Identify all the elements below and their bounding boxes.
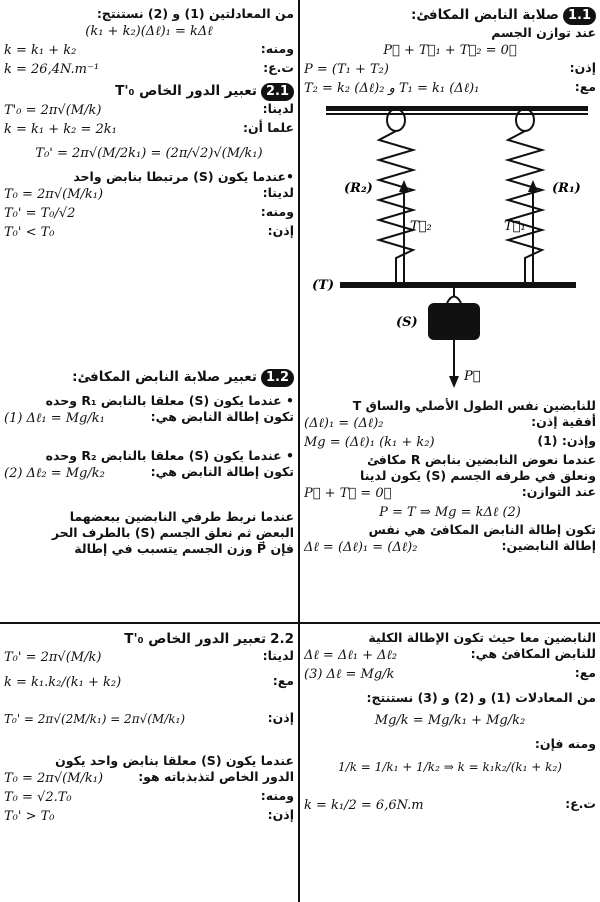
- text-line: إذن:: [267, 223, 294, 238]
- text-line: لدينا:: [262, 101, 294, 116]
- equation: P⃗ + T⃗ = 0⃗: [304, 486, 392, 501]
- section-number: 1.2: [261, 369, 294, 387]
- equation: (3) Δℓ = Mg/k: [304, 667, 395, 682]
- text-line: ت.ع:: [565, 796, 596, 811]
- label-p: P⃗: [464, 369, 481, 384]
- text-line: ومنه فإن:: [534, 736, 596, 751]
- text-line: من المعادلات (1) و (2) و (3) نستنتج:: [366, 690, 596, 705]
- text-line: علما أن:: [242, 120, 294, 135]
- text-line: إذن:: [267, 807, 294, 822]
- text-line: للنابض المكافئ هي:: [470, 646, 596, 661]
- label-t1: T⃗₁: [504, 219, 526, 234]
- text-line: فإن P⃗ وزن الجسم يتسبب في إطالة: [74, 541, 294, 556]
- hook-left: [387, 109, 405, 131]
- section-divider: [0, 622, 600, 624]
- equation: k = k₁/2 = 6,6N.m: [304, 798, 424, 813]
- text-line: ونعلق في طرفه الجسم (S) يكون لدينا: [360, 468, 596, 483]
- section-1-1-heading: [304, 6, 596, 25]
- equation: T₀ = √2.T₀: [4, 790, 72, 805]
- equation: Δℓ = Δℓ₁ + Δℓ₂: [304, 648, 398, 663]
- equation: (2) Δℓ₂ = Mg/k₂: [4, 466, 105, 481]
- column-divider: [298, 0, 300, 902]
- section-title: تعبير الدور الخاص T'₀: [124, 631, 267, 647]
- text-line: من المعادلتين (1) و (2) نستنتج:: [96, 6, 294, 21]
- section-title: صلابة النابض المكافئ:: [410, 7, 559, 23]
- text-line: إذن:: [267, 710, 294, 725]
- equation: 1/k = 1/k₁ + 1/k₂ ⇒ k = k₁k₂/(k₁ + k₂): [338, 760, 562, 774]
- text-line: البعض ثم نعلق الجسم (S) بالطرف الحر: [51, 525, 294, 540]
- equation: Mg = (Δℓ)₁ (k₁ + k₂): [304, 435, 435, 450]
- equation: k = k₁ + k₂: [4, 43, 77, 58]
- section-1-2-heading: [4, 368, 294, 387]
- spring-figure: [304, 100, 596, 392]
- text-line: ومنه:: [260, 41, 294, 56]
- label-s: (S): [396, 315, 418, 330]
- equation: T₀ = 2π√(M/k₁): [4, 187, 104, 202]
- left-mid-block: [4, 368, 294, 557]
- section-2-2-heading: [4, 630, 294, 648]
- equation: Δℓ = (Δℓ)₁ = (Δℓ)₂: [304, 540, 418, 555]
- text-line: تكون إطالة النابض هي:: [150, 409, 294, 424]
- right-top-block: [304, 6, 596, 98]
- arrow-head-p: [449, 376, 459, 388]
- section-title: تعبير الدور الخاص T'₀: [115, 83, 257, 99]
- bar-t: [340, 282, 576, 288]
- text-line: مع:: [272, 673, 294, 688]
- text-line: عند توازن الجسم: [491, 25, 596, 40]
- text-line: للنابضين نفس الطول الأصلي والساق T: [352, 398, 596, 413]
- section-number: 2.1: [261, 83, 294, 101]
- text-line: إطالة النابضين:: [501, 538, 596, 553]
- spring-r2: [379, 131, 413, 283]
- label-r1: (R₁): [552, 181, 581, 196]
- text-line: وإذن: (1): [537, 433, 596, 448]
- equation: T₂ = k₂ (Δℓ)₂ و T₁ = k₁ (Δℓ)₁: [304, 81, 480, 96]
- text-line: عندما نعوض النابضين بنابض R مكافئ: [367, 452, 596, 467]
- equation: k = k₁ + k₂ = 2k₁: [4, 122, 117, 137]
- text-line: •عندما يكون (S) مرتبطا بنابض واحد: [73, 169, 294, 184]
- equation: P = T ⇒ Mg = kΔℓ (2): [379, 505, 521, 520]
- equation: k = k₁.k₂/(k₁ + k₂): [4, 675, 122, 690]
- equation: T₀' = 2π√(M/k): [4, 650, 102, 665]
- text-line: إذن:: [569, 60, 596, 75]
- hanger-hook: [447, 297, 461, 304]
- equation: T'₀ = 2π√(M/k): [4, 103, 102, 118]
- top-support-bar: [326, 106, 588, 111]
- equation: T₀' > T₀: [4, 809, 55, 824]
- left-top-block: [4, 6, 294, 242]
- text-line: • عندما يكون (S) معلقا بالنابض R₂ وحده: [45, 448, 294, 463]
- equation: T₀' < T₀: [4, 225, 55, 240]
- section-number: 1.1: [563, 7, 596, 25]
- section-title: تعبير صلابة النابض المكافئ:: [72, 369, 257, 385]
- text-line: ت.ع:: [263, 60, 294, 75]
- section-2-1-heading: [4, 82, 294, 101]
- equation: P = (T₁ + T₂): [304, 62, 389, 77]
- label-t: (T): [312, 278, 334, 293]
- left-bottom-block: [4, 630, 294, 826]
- equation: (k₁ + k₂)(Δℓ)₁ = kΔℓ: [85, 24, 213, 39]
- top-support-bar-lower: [326, 113, 588, 115]
- equation: P⃗ + T⃗₁ + T⃗₂ = 0⃗: [383, 43, 517, 58]
- text-line: تكون إطالة النابض هي:: [150, 464, 294, 479]
- equation: T₀' = 2π√(2M/k₁) = 2π√(M/k₁): [4, 712, 186, 726]
- text-line: النابضين معا حيث تكون الإطالة الكلية: [368, 630, 596, 645]
- section-number: 2.2: [270, 631, 294, 647]
- text-line: أفقية إذن:: [531, 414, 596, 429]
- text-line: عندما يكون (S) معلقا بنابض واحد يكون: [55, 753, 294, 768]
- text-line: لدينا:: [262, 648, 294, 663]
- text-line: عند التوازن:: [521, 484, 596, 499]
- equation: k = 26,4N.m⁻¹: [4, 62, 100, 77]
- equation: T₀' = T₀/√2: [4, 206, 76, 221]
- text-line: • عندما يكون (S) معلقا بالنابض R₁ وحده: [45, 393, 294, 408]
- text-line: تكون إطالة النابض المكافئ هي نفس: [368, 522, 596, 537]
- text-line: ومنه:: [260, 204, 294, 219]
- equation: Mg/k = Mg/k₁ + Mg/k₂: [374, 713, 526, 728]
- equation: T₀ = 2π√(M/k₁): [4, 771, 104, 786]
- right-mid-block: [304, 398, 596, 557]
- text-line: الدور الخاص لتذبذباته هو:: [138, 769, 294, 784]
- text-line: مع:: [574, 665, 596, 680]
- label-r2: (R₂): [344, 181, 373, 196]
- equation: (1) Δℓ₁ = Mg/k₁: [4, 411, 105, 426]
- text-line: مع:: [574, 79, 596, 94]
- label-t2: T⃗₂: [410, 219, 432, 234]
- equation: (Δℓ)₁ = (Δℓ)₂: [304, 416, 384, 431]
- right-bottom-block: [304, 630, 596, 815]
- hook-right: [516, 109, 534, 131]
- equation: T₀' = 2π√(M/2k₁) = (2π/√2)√(M/k₁): [35, 146, 263, 161]
- text-line: ومنه:: [260, 788, 294, 803]
- text-line: عندما نربط طرفي النابضين ببعضهما: [69, 509, 294, 524]
- mass-s: [428, 303, 480, 340]
- spring-r1: [508, 131, 542, 283]
- text-line: لدينا:: [262, 185, 294, 200]
